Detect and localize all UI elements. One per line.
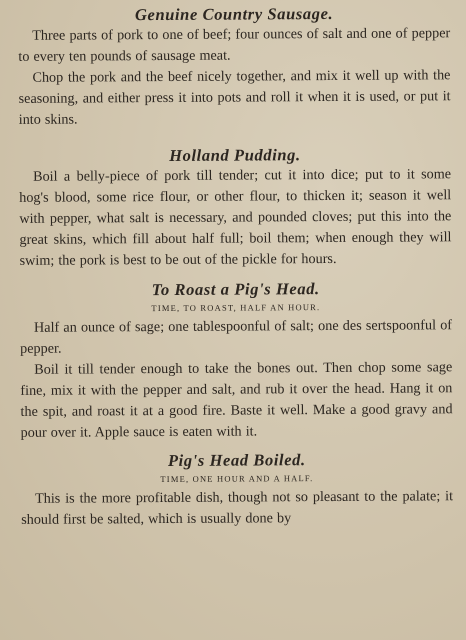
recipe-title-pigs-head-boiled: Pig's Head Boiled. <box>167 450 306 470</box>
sausage-method-paragraph: Chop the pork and the beef nicely together, and mix it well up with the seasoning, and either press it into pots and roll it when it is used, or put it into skins. <box>18 67 451 128</box>
sausage-ingredients-paragraph: Three parts of pork to one of beef; four ounces of salt and one of pepper to every ten pounds of sausage meat. <box>18 25 451 65</box>
roast-time-line: TIME, TO ROAST, HALF AN HOUR. <box>151 302 321 314</box>
roast-method-paragraph: Boil it till tender enough to take the bones out. Then chop some sage fine, mix it with the pepper and salt, and rub it over the head. Hang it on the spit, and roast it at a good fire. Baste it well. Make a good gravy and pour over it. Apple sauce is eaten with it. <box>20 359 453 441</box>
boiled-intro-paragraph: This is the more profitable dish, though not so pleasant to the palate; it should first be salted, which is usually done by <box>21 488 454 528</box>
boiled-time-line: TIME, ONE HOUR AND A HALF. <box>160 473 314 485</box>
recipe-title-roast-pigs-head: To Roast a Pig's Head. <box>151 279 320 300</box>
holland-method-paragraph: Boil a belly-piece of pork till tender; cut it into dice; put to it some hog's blood, some rice flour, or other flour, to thicken it; season it well with pepper, what salt is necessary, and pounded cloves; put this into the great skins, which fill about half full; boil them; when enough they will swim; the pork is best to be out of the pickle for hours. <box>19 166 452 269</box>
roast-ingredients-paragraph: Half an ounce of sage; one tablespoonful of salt; one des sertspoonful of pepper. <box>20 317 453 357</box>
recipe-title-country-sausage: Genuine Country Sausage. <box>134 3 334 25</box>
recipe-title-holland-pudding: Holland Pudding. <box>169 145 301 165</box>
